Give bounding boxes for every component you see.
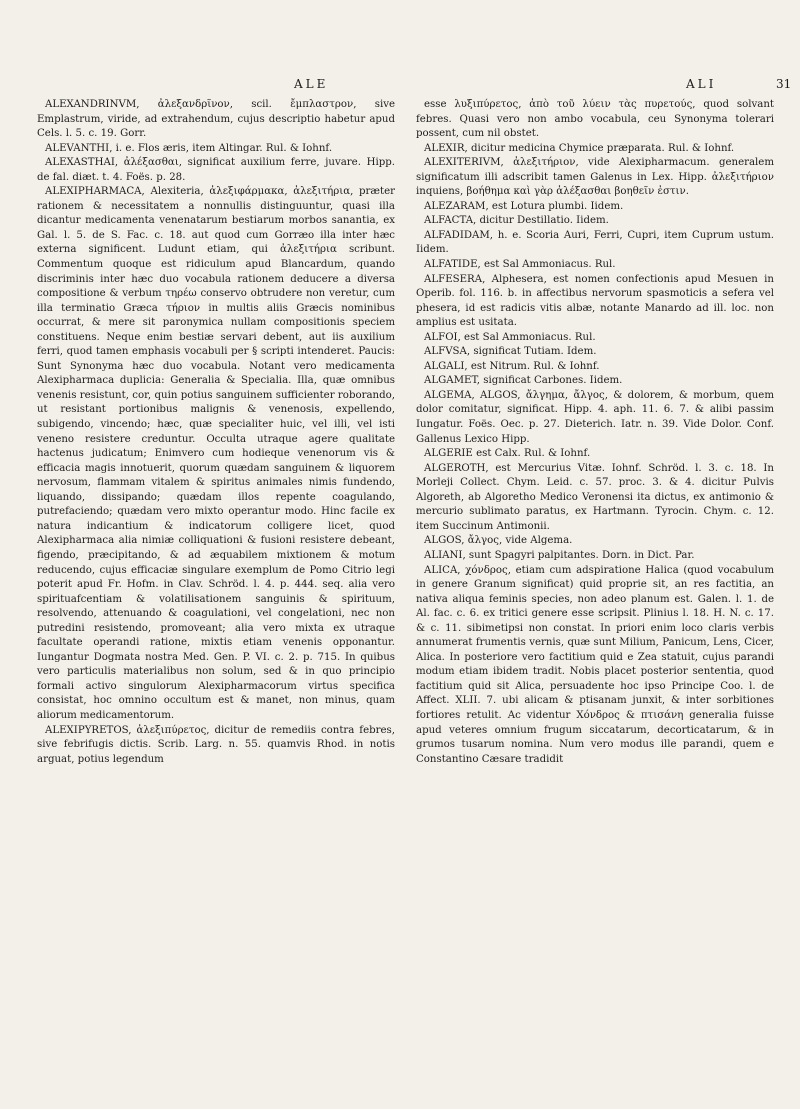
entry-algerie: ALGERIE est Calx. Rul. & Iohnf. — [424, 448, 591, 460]
right-column — [416, 98, 774, 767]
entry-alexandrinum: ALEXANDRINVM, ἀλεξανδρῖνον, scil. ἔμπλαστρον, sive Emplastrum, viride, ad extrahendum, cujus descriptio habetur apud Cels. l. 5. c. 19. Gorr. — [37, 99, 395, 140]
entry-alica: ALICA, χόνδρος, etiam cum adspiratione Halica (quod vocabulum in genere Granum significat) quid proprie sit, an res factitia, an nativa aliqua feminis species, non adeo planum est. Galen. l. 1. de Al. fac. c. 6. ex tritici genere esse scripsit. Plinius l. 18. H. N. c. 17. & c. 11. sibimetipsi non constat. In priori enim loco claris verbis annumerat frumentis vernis, quæ sunt Milium, Panicum, Lens, Cicer, Alica. In posteriore vero factitium quid e Zea statuit, cujus parandi modum etiam ibidem tradit. Nobis placet posterior sententia, quod factitium quid sit Alica, persuadente hoc ipso Principe Coo. l. de Affect. XLII. 7. ubi alicam & ptisanam junxit, & inter sorbitiones fortiores retulit. Ac videntur Χόνδρος & πτισάνη generalia fuisse apud veteres omnium frugum siccatarum, decorticatarum, & in grumos tusarum nomina. Num vero modus ille parandi, quem e Constantino Cæsare tradidit — [416, 564, 774, 765]
left-running-title: ALE — [294, 77, 329, 91]
entry-alexipharmaca: ALEXIPHARMACA, Alexiteria, ἀλεξιφάρμακα, ἀλεξιτήρια, præter rationem & necessitatem a nonnullis distinguuntur, quasi illa dicantur medicamenta venenatarum bestiarum morbos sanantia, ex Gal. l. 5. de S. Fac. c. 18. aut quod cum Gorræo illa inter hæc externa significent. Ludunt etiam, qui ἀλεξιτήρια scribunt. Commentum quoque est ridiculum apud Blancardum, quando discriminis inter hæc duo vocabula rationem deducere a diversa compositione & verbum τηρέω conservo obtrudere non veretur, cum illa terminatio Græca τήριον in multis aliis Græcis nominibus occurrat, & mere sit paronymica nullam compositionis speciem constituens. Neque enim bestiæ servari debent, aut iis auxilium ferri, quod tamen emphasis vocabuli per § scripti intenderet. Paucis: Sunt Synonyma hæc duo vocabula. Notant vero medicamenta Alexipharmaca duplicia: Generalia & Specialia. Illa, quæ omnibus venenis resistunt, cor, quin potius sanguinem sufficienter roborando, ut resistant portionibus malignis & venenosis, expellendo, subigendo, vincendo; hæc, quæ specialiter huic, vel illi, vel isti veneno resistere creduntur. Occulta utraque agere qualitate hactenus judicatum; Enimvero cum hodieque venenorum vis & efficacia magis innotuerit, quorum quædam sanguinem & liquorem nervosum, flammam vitalem & spiritus animales nimis fundendo, liquando, dissipando; quædam illos repente coagulando, putrefaciendo; quædam vero mixto operantur modo. Hinc facile ex natura indicantium & indicatorum colligere licet, quod Alexipharmaca alia nimiæ colliquationi & fusioni resistere debeant, figendo, præcipitando, & ad æquabilem mixtionem & motum reducendo, cujus efficaciæ singulare exemplum de Pomo Citrio legi poterit apud Fr. Hofm. in Clav. Schröd. l. 4. p. 444. seq. alia vero spirituafcentiam & volatilisationem sanguinis & spirituum, resolvendo, attenuando & coagulationi, vel congelationi, nec non putredini resistendo, promoveant; alia vero mixta ex utraque facultate operandi ratione, mixtis etiam venenis opponantur. Iungantur Dogmata nostra Med. Gen. P. VI. c. 2. p. 715. In quibus vero particulis materialibus non solum, sed & in quo principio formali activo singulorum Alexipharmacorum virtus specifica consistat, hoc omnino occultum est & manet, non minus, quam aliorum medicamentorum. — [37, 186, 395, 721]
entry-algamet: ALGAMET, significat Carbones. Iidem. — [424, 375, 623, 387]
entry-algema: ALGEMA, ALGOS, ἄλγημα, ἄλγος, & dolorem, & morbum, quem dolor comitatur, significat. Hipp. 4. aph. 11. 6. 7. & alibi passim Iungatur. Foës. Oec. p. 27. Dieterich. Iatr. n. 39. Vide Dolor. Conf. Gallenus Lexico Hipp. — [416, 389, 774, 445]
entry-alezaram: ALEZARAM, est Lotura plumbi. Iidem. — [424, 200, 624, 212]
entry-alfadidam: ALFADIDAM, h. e. Scoria Auri, Ferri, Cupri, item Cuprum ustum. Iidem. — [416, 229, 774, 256]
entry-algos: ALGOS, ἄλγος, vide Algema. — [424, 535, 573, 547]
left-column — [37, 98, 395, 767]
page-number: 31 — [776, 77, 792, 91]
entry-alfesera: ALFESERA, Alphesera, est nomen confectionis apud Mesuen in Operib. fol. 116. b. in affectibus nervorum spasmoticis a sefera vel phesera, id est radicis vitis albæ, notante Manardo ad ill. loc. non amplius est usitata. — [416, 273, 774, 329]
entry-aliani: ALIANI, sunt Spagyri palpitantes. Dorn. in Dict. Par. — [424, 549, 695, 561]
entry-alexipyretos: ALEXIPYRETOS, ἀλεξιπύρετος, dicitur de remediis contra febres, sive febrifugis dictis. Scrib. Larg. n. 55. quamvis Rhod. in notis arguat, potius legendum — [37, 724, 395, 765]
entry-algali: ALGALI, est Nitrum. Rul. & Iohnf. — [424, 360, 600, 372]
entry-alfoi: ALFOI, est Sal Ammoniacus. Rul. — [424, 331, 596, 343]
entry-alevanthi: ALEVANTHI, i. e. Flos æris, item Altingar. Rul. & Iohnf. — [45, 142, 333, 154]
running-header — [36, 77, 792, 97]
entry-alexir: ALEXIR, dicitur medicina Chymice præparata. Rul. & Iohnf. — [424, 142, 735, 154]
entry-alfusa: ALFVSA, significat Tutiam. Idem. — [424, 346, 597, 358]
entry-alexasthai: ALEXASTHAI, ἀλέξασθαι, significat auxilium ferre, juvare. Hipp. de fal. diæt. t. 4. Foës. p. 28. — [37, 157, 395, 183]
entry-alexipyretos-cont: esse λυξιπύρετος, ἀπὸ τοῦ λύειν τὰς πυρετούς, quod solvant febres. Quasi vero non ambo vocabula, ceu Synonyma tolerari possent, cum nil obstet. — [416, 99, 774, 140]
entry-alfatide: ALFATIDE, est Sal Ammoniacus. Rul. — [424, 259, 616, 271]
right-running-title: ALI — [686, 77, 717, 91]
entry-alfacta: ALFACTA, dicitur Destillatio. Iidem. — [424, 215, 609, 227]
entry-algeroth: ALGEROTH, est Mercurius Vitæ. Iohnf. Schröd. l. 3. c. 18. In Morleji Collect. Chym. Leid. c. 57. proc. 3. & 4. dicitur Pulvis Algoreth, ab Algoretho Medico Veronensi ita dictus, ex antimonio & mercurio sublimato paratus, ex Hartmann. Tyrocin. Chym. c. 12. item Succinum Antimonii. — [416, 462, 774, 532]
entry-alexiterium: ALEXITERIVM, ἀλεξιτήριον, vide Alexipharmacum. generalem significatum illi adscribit tamen Galenus in Lex. Hipp. ἀλεξιτήριον inquiens, βοήθημα καὶ γὰρ ἀλέξασθαι βοηθεῖν ἐστιν. — [416, 157, 774, 198]
